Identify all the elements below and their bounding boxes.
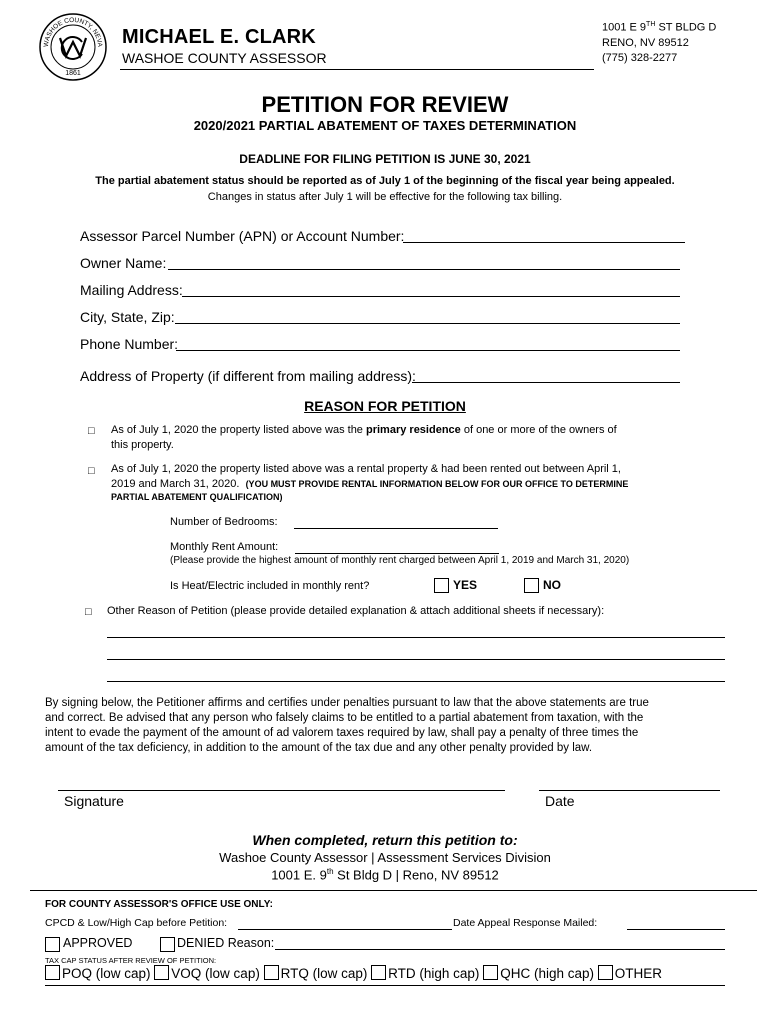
city-input[interactable] (175, 310, 680, 324)
phone-label: Phone Number: (80, 336, 179, 352)
denied-label: DENIED Reason: (177, 936, 275, 950)
office-address: 1001 E 9TH ST BLDG D RENO, NV 89512 (775) 328-2277 (602, 21, 717, 64)
denied-checkbox[interactable] (160, 937, 175, 952)
return-line-2: 1001 E. 9th St Bldg D | Reno, NV 89512 (271, 867, 499, 883)
header-rule (120, 69, 594, 70)
owner-label: Owner Name: (80, 255, 167, 271)
tax-cap-options (45, 965, 662, 981)
reason-title: REASON FOR PETITION (304, 398, 466, 414)
rtq-option[interactable]: RTQ (low cap) (264, 966, 368, 981)
assessor-name: MICHAEL E. CLARK (122, 26, 316, 48)
status-note-bold: The partial abatement status should be reported as of July 1 of the beginning of the fiscal year being appealed. (95, 175, 675, 187)
heat-label: Is Heat/Electric included in monthly rent? (170, 580, 370, 592)
city-label: City, State, Zip: (80, 309, 175, 325)
other-reason-label: Other Reason of Petition (please provide detailed explanation & attach additional sheets if necessary): (107, 605, 605, 617)
date-label: Date (545, 793, 575, 809)
other-option[interactable]: OTHER (598, 966, 662, 981)
status-note: Changes in status after July 1 will be effective for the following tax billing. (207, 191, 563, 203)
affirmation-paragraph: By signing below, the Petitioner affirms and certifies under penalties pursuant to law that the above statements are true and correct. Be advised that any person who falsely claims to be entitled to a partial abatement from taxation, with the intent to evade the payment of the amount of ad valorem taxes required by law, shall pay a penalty of three times the amount of the tax deficiency, in addition to the amount of the tax due and any other penalty provided by law. (45, 697, 649, 754)
bedrooms-input[interactable] (294, 516, 498, 529)
signature-label: Signature (64, 793, 124, 809)
apn-input[interactable] (403, 229, 685, 243)
mailing-input[interactable] (182, 283, 680, 297)
property-address-input[interactable] (412, 369, 680, 383)
no-label: NO (543, 578, 561, 592)
owner-input[interactable] (168, 256, 680, 270)
county-section-rule (30, 890, 757, 891)
yes-label: YES (453, 578, 478, 592)
mailing-label: Mailing Address: (80, 282, 183, 298)
date-mailed-input[interactable] (627, 917, 725, 930)
phone-input[interactable] (176, 337, 680, 351)
date-mailed-label: Date Appeal Response Mailed: (453, 917, 598, 929)
seal-year: 1861 (65, 70, 81, 77)
page-title: PETITION FOR REVIEW (261, 92, 509, 117)
approved-label: APPROVED (63, 936, 133, 950)
other-reason-line-2[interactable] (107, 647, 725, 660)
cpcd-label: CPCD & Low/High Cap before Petition: (45, 917, 228, 929)
approved-checkbox[interactable] (45, 937, 60, 952)
rtd-option[interactable]: RTD (high cap) (371, 966, 479, 981)
signature-input[interactable] (58, 778, 505, 791)
other-reason-checkbox[interactable]: □ (85, 606, 92, 618)
tax-cap-label: TAX CAP STATUS AFTER REVIEW OF PETITION: (45, 956, 217, 965)
other-reason-line-3[interactable] (107, 669, 725, 682)
svg-text:WASHOE COUNTY, NEVADA (38, 12, 103, 48)
voq-option[interactable]: VOQ (low cap) (154, 966, 260, 981)
deadline-notice: DEADLINE FOR FILING PETITION IS JUNE 30, 2021 (239, 152, 531, 166)
apn-label: Assessor Parcel Number (APN) or Account Number: (80, 228, 405, 244)
cpcd-input[interactable] (238, 917, 452, 930)
bedrooms-label: Number of Bedrooms: (170, 516, 278, 528)
rent-input[interactable] (295, 541, 499, 554)
primary-residence-checkbox[interactable]: □ (88, 425, 95, 437)
assessor-office: WASHOE COUNTY ASSESSOR (122, 50, 327, 66)
county-seal (38, 12, 108, 82)
return-line-1: Washoe County Assessor | Assessment Services Division (219, 850, 551, 865)
page-subtitle: 2020/2021 PARTIAL ABATEMENT OF TAXES DETERMINATION (193, 118, 577, 133)
denied-reason-input[interactable] (275, 937, 725, 950)
no-checkbox[interactable] (524, 578, 539, 593)
county-use-heading: FOR COUNTY ASSESSOR'S OFFICE USE ONLY: (45, 899, 273, 910)
primary-residence-text: As of July 1, 2020 the property listed above was the primary residence of one or more of the owners of this property. (111, 424, 617, 451)
yes-checkbox[interactable] (434, 578, 449, 593)
other-reason-line-1[interactable] (107, 625, 725, 638)
return-title: When completed, return this petition to: (252, 832, 518, 848)
property-address-label: Address of Property (if different from mailing address): (80, 368, 416, 384)
rent-note: (Please provide the highest amount of monthly rent charged between April 1, 2019 and March 31, 2020) (170, 555, 630, 566)
rental-property-text: As of July 1, 2020 the property listed above was a rental property & had been rented out between April 1, 2019 and March 31, 2020. (YOU MUST PROVIDE RENTAL INFORMATION BELOW FOR OUR OFFICE TO DETERMINE PARTIAL ABATEMENT QUALIFICATION) (111, 463, 629, 502)
bottom-rule (45, 985, 725, 986)
qhc-option[interactable]: QHC (high cap) (483, 966, 594, 981)
seal-text: WASHOE COUNTY, NEVA (42, 16, 104, 48)
rental-property-checkbox[interactable]: □ (88, 465, 95, 477)
poq-option[interactable]: POQ (low cap) (45, 966, 151, 981)
rent-label: Monthly Rent Amount: (170, 541, 279, 553)
date-input[interactable] (539, 778, 720, 791)
